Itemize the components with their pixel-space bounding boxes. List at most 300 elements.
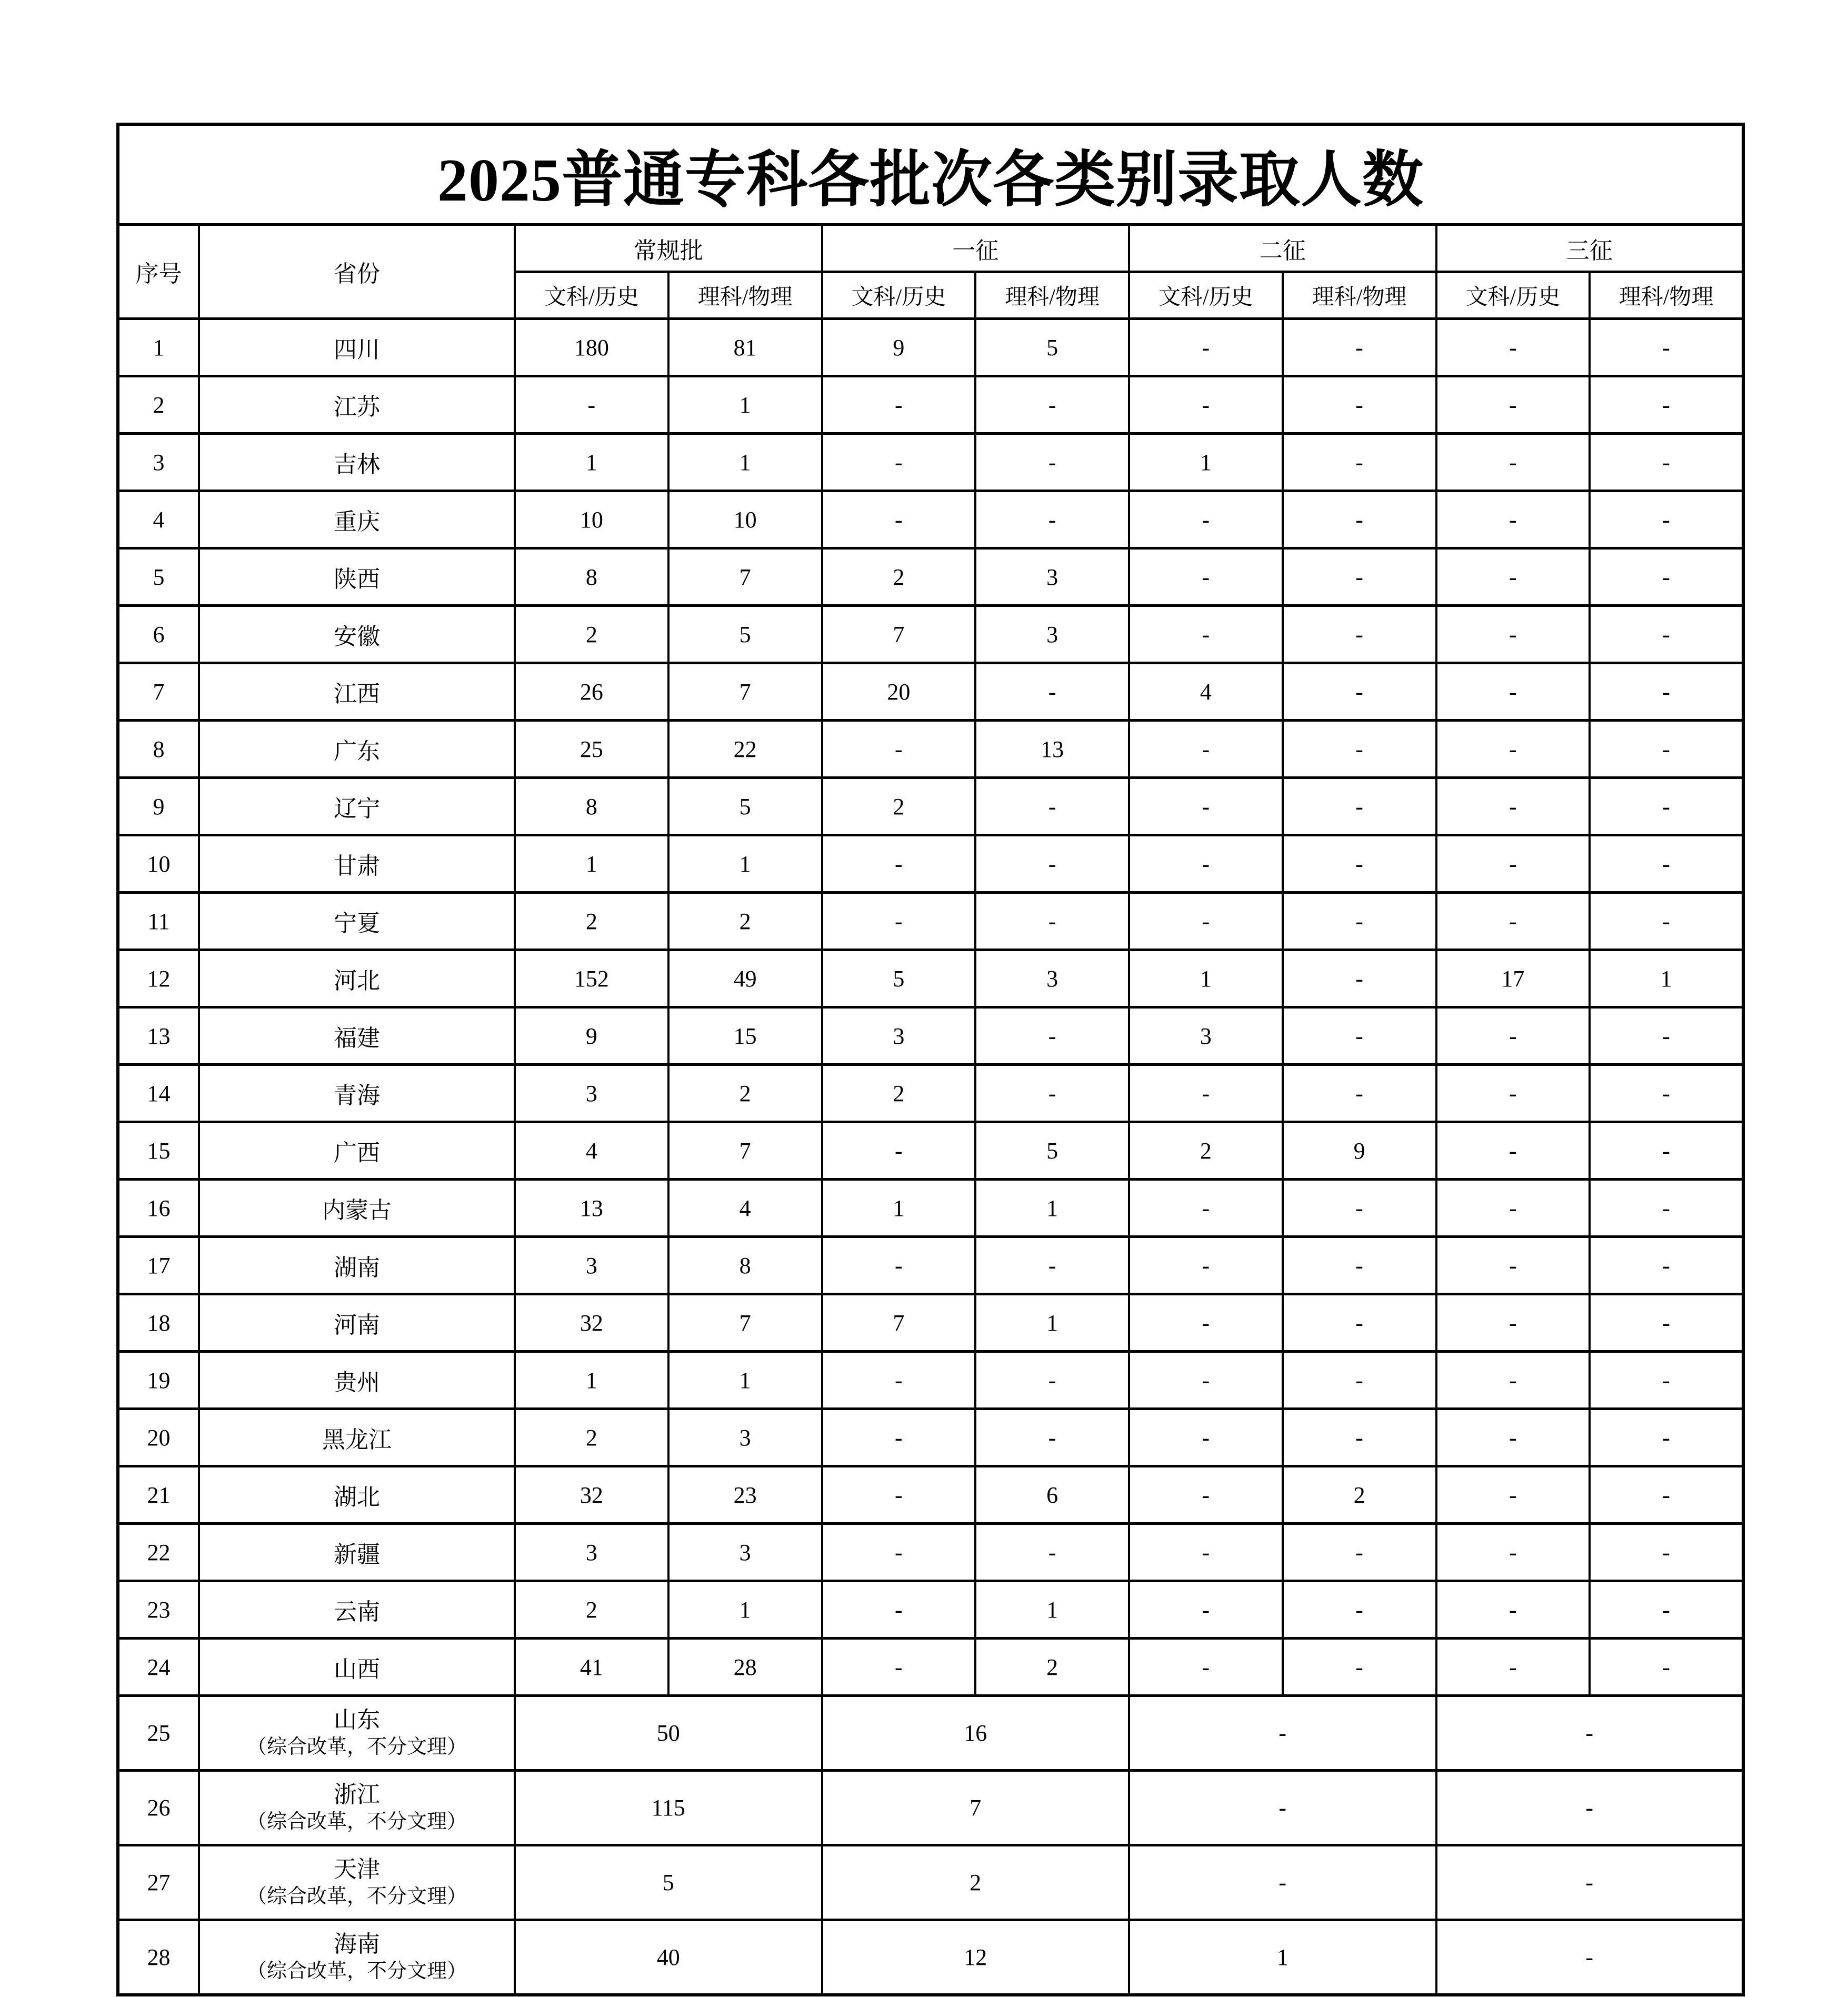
row-index-cell: 18	[118, 1294, 199, 1352]
table-row	[118, 835, 1743, 893]
value-cell: -	[822, 376, 976, 434]
value-cell: 10	[515, 491, 668, 548]
value-cell: -	[1590, 319, 1743, 376]
value-cell: -	[1436, 1845, 1744, 1920]
value-cell: -	[975, 1409, 1129, 1466]
value-cell: 50	[515, 1696, 822, 1771]
value-cell: 3	[1129, 1007, 1283, 1065]
value-cell: -	[1590, 606, 1743, 663]
table-row	[118, 606, 1743, 663]
row-index-cell: 8	[118, 721, 199, 778]
province-cell: 新疆	[199, 1524, 515, 1581]
value-cell: 1	[668, 376, 822, 434]
value-cell: -	[1436, 835, 1590, 893]
value-cell: -	[975, 1065, 1129, 1122]
province-cell: 黑龙江	[199, 1409, 515, 1466]
row-index-cell: 9	[118, 778, 199, 835]
value-cell: -	[1590, 1007, 1743, 1065]
row-index-cell: 3	[118, 434, 199, 491]
province-cell: 福建	[199, 1007, 515, 1065]
value-cell: -	[1129, 491, 1283, 548]
value-cell: 12	[822, 1920, 1130, 1995]
value-cell: 5	[822, 950, 976, 1007]
value-cell: -	[822, 893, 976, 950]
value-cell: -	[1129, 1524, 1283, 1581]
province-name: 天津	[334, 1856, 380, 1883]
value-cell: 2	[822, 1065, 976, 1122]
row-index-cell: 27	[118, 1845, 199, 1920]
row-index-cell: 4	[118, 491, 199, 548]
value-cell: -	[822, 1352, 976, 1409]
value-cell: -	[1590, 1466, 1743, 1524]
value-cell: 1	[668, 1581, 822, 1639]
province-cell: 辽宁	[199, 778, 515, 835]
batch-header-first-call: 一征	[822, 225, 1130, 272]
province-cell: 甘肃	[199, 835, 515, 893]
value-cell: 2	[515, 893, 668, 950]
value-cell: 3	[822, 1007, 976, 1065]
value-cell: -	[1436, 1007, 1590, 1065]
table-row	[118, 376, 1743, 434]
value-cell: -	[1129, 1771, 1436, 1845]
value-cell: 7	[668, 663, 822, 721]
value-cell: -	[975, 1237, 1129, 1294]
value-cell: 32	[515, 1466, 668, 1524]
table-row	[118, 1524, 1743, 1581]
row-index-cell: 10	[118, 835, 199, 893]
table-row-merged	[118, 1845, 1743, 1920]
value-cell: -	[1283, 1237, 1436, 1294]
value-cell: -	[1436, 319, 1590, 376]
value-cell: 3	[975, 548, 1129, 606]
value-cell: -	[1129, 606, 1283, 663]
value-cell: -	[975, 491, 1129, 548]
value-cell: -	[515, 376, 668, 434]
value-cell: -	[1590, 434, 1743, 491]
subheader-arts: 文科/历史	[1436, 272, 1590, 319]
row-index-cell: 12	[118, 950, 199, 1007]
value-cell: 17	[1436, 950, 1590, 1007]
value-cell: -	[822, 434, 976, 491]
value-cell: -	[1590, 1524, 1743, 1581]
table-header	[118, 124, 1743, 319]
row-index-cell: 14	[118, 1065, 199, 1122]
value-cell: 1	[668, 1352, 822, 1409]
value-cell: -	[1129, 1696, 1436, 1771]
value-cell: 115	[515, 1771, 822, 1845]
table-row	[118, 319, 1743, 376]
value-cell: -	[1436, 1696, 1744, 1771]
province-cell: 河北	[199, 950, 515, 1007]
subheader-arts: 文科/历史	[515, 272, 668, 319]
value-cell: -	[822, 1639, 976, 1696]
province-cell: 重庆	[199, 491, 515, 548]
province-cell: 青海	[199, 1065, 515, 1122]
value-cell: 20	[822, 663, 976, 721]
row-index-cell: 7	[118, 663, 199, 721]
row-index-cell: 6	[118, 606, 199, 663]
value-cell: 152	[515, 950, 668, 1007]
title-row	[118, 124, 1743, 225]
value-cell: -	[1590, 548, 1743, 606]
value-cell: -	[975, 835, 1129, 893]
value-cell: -	[1129, 548, 1283, 606]
value-cell: -	[1590, 1294, 1743, 1352]
table-row	[118, 548, 1743, 606]
province-name: 山东	[334, 1707, 380, 1733]
subheader-science: 理科/物理	[668, 272, 822, 319]
row-index-cell: 16	[118, 1180, 199, 1237]
value-cell: -	[1590, 1352, 1743, 1409]
value-cell: -	[1436, 1771, 1744, 1845]
value-cell: 49	[668, 950, 822, 1007]
province-note: （综合改革，不分文理）	[246, 1960, 467, 1982]
value-cell: -	[1283, 1352, 1436, 1409]
value-cell: 7	[822, 1771, 1130, 1845]
table-row	[118, 1122, 1743, 1180]
table-body	[118, 319, 1743, 1995]
value-cell: -	[1129, 1065, 1283, 1122]
table-row	[118, 1466, 1743, 1524]
value-cell: -	[822, 491, 976, 548]
table-row-merged	[118, 1771, 1743, 1845]
row-index-cell: 1	[118, 319, 199, 376]
value-cell: -	[1283, 491, 1436, 548]
value-cell: 28	[668, 1639, 822, 1696]
value-cell: -	[1436, 376, 1590, 434]
value-cell: -	[1283, 376, 1436, 434]
value-cell: -	[1283, 1524, 1436, 1581]
value-cell: -	[1436, 778, 1590, 835]
value-cell: 2	[1129, 1122, 1283, 1180]
value-cell: -	[1436, 548, 1590, 606]
value-cell: -	[822, 721, 976, 778]
batch-header-third-call: 三征	[1436, 225, 1744, 272]
value-cell: -	[1436, 1409, 1590, 1466]
value-cell: 3	[515, 1065, 668, 1122]
value-cell: -	[1436, 1294, 1590, 1352]
value-cell: -	[1590, 778, 1743, 835]
value-cell: -	[1283, 1065, 1436, 1122]
table-row	[118, 663, 1743, 721]
value-cell: 81	[668, 319, 822, 376]
value-cell: -	[1436, 893, 1590, 950]
province-note: （综合改革，不分文理）	[246, 1885, 467, 1908]
value-cell: 2	[822, 778, 976, 835]
row-index-cell: 5	[118, 548, 199, 606]
row-index-cell: 21	[118, 1466, 199, 1524]
value-cell: -	[1129, 893, 1283, 950]
value-cell: -	[1283, 721, 1436, 778]
value-cell: 2	[515, 606, 668, 663]
value-cell: 8	[515, 548, 668, 606]
value-cell: 3	[515, 1237, 668, 1294]
province-cell: 内蒙古	[199, 1180, 515, 1237]
value-cell: 4	[668, 1180, 822, 1237]
value-cell: -	[822, 1122, 976, 1180]
value-cell: 2	[975, 1639, 1129, 1696]
value-cell: -	[1129, 778, 1283, 835]
province-column-header: 省份	[199, 225, 515, 319]
batch-header-regular: 常规批	[515, 225, 822, 272]
province-cell	[199, 1696, 515, 1771]
value-cell: 5	[975, 319, 1129, 376]
province-cell: 河南	[199, 1294, 515, 1352]
value-cell: -	[1590, 663, 1743, 721]
value-cell: 1	[1129, 434, 1283, 491]
value-cell: -	[1283, 950, 1436, 1007]
value-cell: -	[975, 434, 1129, 491]
row-index-cell: 23	[118, 1581, 199, 1639]
value-cell: 3	[668, 1409, 822, 1466]
row-index-cell: 2	[118, 376, 199, 434]
subheader-arts: 文科/历史	[1129, 272, 1283, 319]
table-row	[118, 491, 1743, 548]
value-cell: -	[975, 1524, 1129, 1581]
value-cell: -	[1283, 1639, 1436, 1696]
row-index-cell: 15	[118, 1122, 199, 1180]
province-cell	[199, 1845, 515, 1920]
province-cell: 宁夏	[199, 893, 515, 950]
value-cell: -	[822, 835, 976, 893]
value-cell: 9	[1283, 1122, 1436, 1180]
table-row	[118, 1065, 1743, 1122]
row-index-cell: 22	[118, 1524, 199, 1581]
value-cell: -	[1436, 1352, 1590, 1409]
province-cell: 贵州	[199, 1352, 515, 1409]
value-cell: -	[1436, 1180, 1590, 1237]
value-cell: -	[975, 893, 1129, 950]
value-cell: -	[1129, 1180, 1283, 1237]
admissions-table	[116, 123, 1745, 1996]
value-cell: 2	[515, 1581, 668, 1639]
value-cell: 3	[668, 1524, 822, 1581]
table-row	[118, 1409, 1743, 1466]
value-cell: 1	[822, 1180, 976, 1237]
value-cell: 7	[822, 606, 976, 663]
table-row	[118, 1352, 1743, 1409]
value-cell: 41	[515, 1639, 668, 1696]
value-cell: -	[1129, 1294, 1283, 1352]
value-cell: 1	[975, 1180, 1129, 1237]
value-cell: -	[1590, 1122, 1743, 1180]
value-cell: -	[1283, 548, 1436, 606]
value-cell: 13	[975, 721, 1129, 778]
value-cell: 1	[515, 835, 668, 893]
value-cell: 10	[668, 491, 822, 548]
value-cell: 3	[975, 950, 1129, 1007]
value-cell: -	[1590, 1409, 1743, 1466]
row-index-cell: 19	[118, 1352, 199, 1409]
table-row-merged	[118, 1696, 1743, 1771]
table-row	[118, 778, 1743, 835]
province-cell: 广东	[199, 721, 515, 778]
province-note: （综合改革，不分文理）	[246, 1735, 467, 1758]
province-cell: 江西	[199, 663, 515, 721]
value-cell: 2	[1283, 1466, 1436, 1524]
province-cell: 江苏	[199, 376, 515, 434]
value-cell: -	[1590, 721, 1743, 778]
value-cell: -	[1436, 1524, 1590, 1581]
table-row-merged	[118, 1920, 1743, 1995]
value-cell: -	[975, 376, 1129, 434]
value-cell: -	[1129, 835, 1283, 893]
value-cell: -	[1436, 1466, 1590, 1524]
value-cell: 15	[668, 1007, 822, 1065]
value-cell: 5	[975, 1122, 1129, 1180]
value-cell: 16	[822, 1696, 1130, 1771]
value-cell: -	[1590, 893, 1743, 950]
value-cell: 9	[515, 1007, 668, 1065]
value-cell: -	[975, 1007, 1129, 1065]
value-cell: 180	[515, 319, 668, 376]
row-index-cell: 24	[118, 1639, 199, 1696]
row-index-cell: 28	[118, 1920, 199, 1995]
value-cell: -	[1436, 1581, 1590, 1639]
value-cell: 8	[668, 1237, 822, 1294]
value-cell: 2	[515, 1409, 668, 1466]
value-cell: -	[1129, 1237, 1283, 1294]
value-cell: -	[1590, 1581, 1743, 1639]
value-cell: -	[1129, 721, 1283, 778]
value-cell: 26	[515, 663, 668, 721]
table-row	[118, 721, 1743, 778]
value-cell: -	[1129, 1409, 1283, 1466]
row-index-cell: 20	[118, 1409, 199, 1466]
value-cell: 1	[1129, 950, 1283, 1007]
value-cell: -	[1590, 1237, 1743, 1294]
value-cell: -	[1129, 1639, 1283, 1696]
value-cell: 1	[1129, 1920, 1436, 1995]
page-title: 2025普通专科各批次各类别录取人数	[118, 124, 1743, 225]
value-cell: 1	[515, 1352, 668, 1409]
value-cell: 4	[1129, 663, 1283, 721]
table-row	[118, 1581, 1743, 1639]
value-cell: -	[1283, 1294, 1436, 1352]
value-cell: -	[1283, 663, 1436, 721]
row-index-cell: 26	[118, 1771, 199, 1845]
table-row	[118, 1639, 1743, 1696]
value-cell: -	[975, 663, 1129, 721]
value-cell: -	[1283, 606, 1436, 663]
value-cell: -	[822, 1237, 976, 1294]
value-cell: 40	[515, 1920, 822, 1995]
value-cell: 5	[668, 606, 822, 663]
value-cell: 1	[668, 434, 822, 491]
value-cell: -	[1436, 434, 1590, 491]
value-cell: 1	[975, 1581, 1129, 1639]
value-cell: -	[1590, 1180, 1743, 1237]
row-index-cell: 13	[118, 1007, 199, 1065]
batch-header-second-call: 二征	[1129, 225, 1436, 272]
value-cell: -	[1129, 376, 1283, 434]
subheader-science: 理科/物理	[975, 272, 1129, 319]
value-cell: 23	[668, 1466, 822, 1524]
table-row	[118, 950, 1743, 1007]
value-cell: 1	[668, 835, 822, 893]
value-cell: -	[1590, 491, 1743, 548]
value-cell: 5	[515, 1845, 822, 1920]
value-cell: 1	[1590, 950, 1743, 1007]
value-cell: -	[1436, 1237, 1590, 1294]
province-cell: 安徽	[199, 606, 515, 663]
province-cell: 广西	[199, 1122, 515, 1180]
value-cell: 2	[668, 1065, 822, 1122]
value-cell: 32	[515, 1294, 668, 1352]
province-cell: 湖南	[199, 1237, 515, 1294]
province-cell: 云南	[199, 1581, 515, 1639]
value-cell: -	[1283, 1180, 1436, 1237]
value-cell: -	[1283, 1581, 1436, 1639]
value-cell: 13	[515, 1180, 668, 1237]
subheader-arts: 文科/历史	[822, 272, 976, 319]
value-cell: -	[1436, 663, 1590, 721]
row-index-cell: 17	[118, 1237, 199, 1294]
value-cell: -	[1129, 319, 1283, 376]
value-cell: -	[1436, 491, 1590, 548]
value-cell: 2	[822, 1845, 1130, 1920]
value-cell: -	[1129, 1466, 1283, 1524]
value-cell: 9	[822, 319, 976, 376]
value-cell: -	[1283, 778, 1436, 835]
value-cell: -	[1283, 434, 1436, 491]
value-cell: -	[1436, 606, 1590, 663]
value-cell: -	[822, 1409, 976, 1466]
value-cell: -	[1436, 721, 1590, 778]
value-cell: 7	[668, 548, 822, 606]
value-cell: -	[822, 1581, 976, 1639]
batch-group-header-row	[118, 225, 1743, 272]
value-cell: 5	[668, 778, 822, 835]
value-cell: -	[1590, 835, 1743, 893]
value-cell: 8	[515, 778, 668, 835]
value-cell: -	[822, 1466, 976, 1524]
value-cell: -	[1436, 1920, 1744, 1995]
value-cell: -	[822, 1524, 976, 1581]
value-cell: -	[1590, 1639, 1743, 1696]
value-cell: 25	[515, 721, 668, 778]
value-cell: 7	[822, 1294, 976, 1352]
value-cell: 2	[668, 893, 822, 950]
value-cell: 7	[668, 1122, 822, 1180]
province-cell: 陕西	[199, 548, 515, 606]
value-cell: 6	[975, 1466, 1129, 1524]
province-cell: 山西	[199, 1639, 515, 1696]
value-cell: -	[1283, 319, 1436, 376]
value-cell: 22	[668, 721, 822, 778]
row-index-cell: 25	[118, 1696, 199, 1771]
subheader-science: 理科/物理	[1590, 272, 1743, 319]
value-cell: 3	[515, 1524, 668, 1581]
province-cell: 吉林	[199, 434, 515, 491]
table-row	[118, 893, 1743, 950]
value-cell: 7	[668, 1294, 822, 1352]
value-cell: -	[1436, 1065, 1590, 1122]
province-cell: 湖北	[199, 1466, 515, 1524]
table-row	[118, 434, 1743, 491]
province-cell	[199, 1771, 515, 1845]
province-cell: 四川	[199, 319, 515, 376]
value-cell: -	[1283, 1409, 1436, 1466]
value-cell: 2	[822, 548, 976, 606]
table-row	[118, 1180, 1743, 1237]
province-name: 海南	[334, 1931, 380, 1958]
province-note: （综合改革，不分文理）	[246, 1810, 467, 1833]
table-row	[118, 1237, 1743, 1294]
value-cell: -	[1590, 1065, 1743, 1122]
value-cell: -	[1590, 376, 1743, 434]
value-cell: -	[975, 778, 1129, 835]
